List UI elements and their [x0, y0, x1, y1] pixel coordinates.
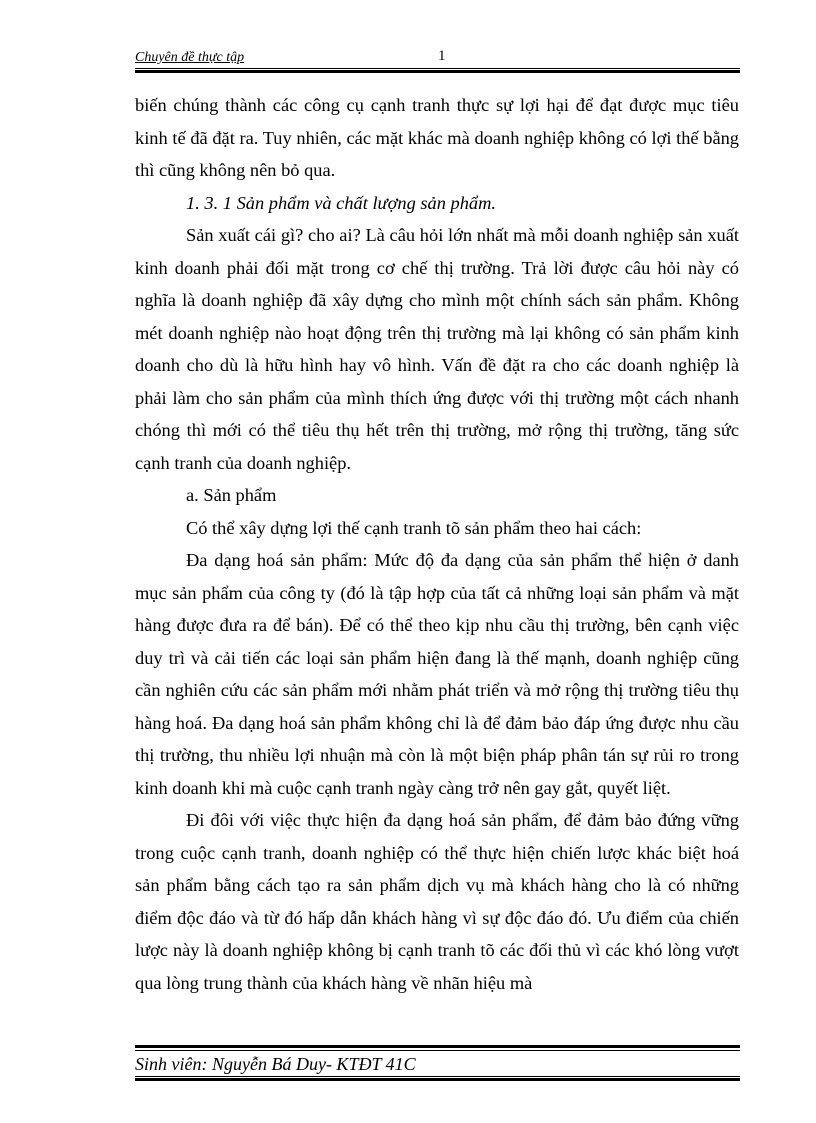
footer-rule-thick	[135, 1045, 740, 1048]
page-header	[135, 48, 740, 68]
subheading-product: a. Sản phẩm	[186, 485, 277, 505]
paragraph-diversification: Đa dạng hoá sản phẩm: Mức độ đa dạng của sản phẩm thể hiện ở danh mục sản phẩm của công ty (đó là tập hợp của tất cả những loại sản phẩm và mặt hàng được đưa ra để bán). Để có thể theo kịp nhu cầu thị trường, bên cạnh việc duy trì và cải tiến các loại sản phẩm hiện đang là thế mạnh, doanh nghiệp cũng cần nghiên cứu các sản phẩm mới nhằm phát triển và mở rộng thị trường tiêu thụ hàng hoá. Đa dạng hoá sản phẩm không chỉ là để đảm bảo đáp ứng được nhu cầu thị trường, thu nhiều lợi nhuận mà còn là một biện pháp phân tán sự rủi ro trong kinh doanh khi mà cuộc cạnh tranh ngày càng trở nên gay gắt, quyết liệt.	[135, 550, 739, 798]
footer-rule-thin	[135, 1050, 740, 1051]
paragraph-product-question: Sản xuất cái gì? cho ai? Là câu hỏi lớn nhất mà mỗi doanh nghiệp sản xuất kinh doanh phải đối mặt trong cơ chế thị trường. Trả lời được câu hỏi này có nghĩa là doanh nghiệp đã xây dựng cho mình một chính sách sản phẩm. Không mét doanh nghiệp nào hoạt động trên thị trường mà lại không có sản phẩm kinh doanh cho dù là hữu hình hay vô hình. Vấn đề đặt ra cho các doanh nghiệp là phải làm cho sản phẩm của mình thích ứng được với thị trường một cách nhanh chóng thì mới có thể tiêu thụ hết trên thị trường, mở rộng thị trường, tăng sức cạnh tranh của doanh nghiệp.	[135, 225, 739, 473]
paragraph-two-ways: Có thể xây dựng lợi thế cạnh tranh tõ sản phẩm theo hai cách:	[186, 517, 642, 538]
paragraph-continuation: biến chúng thành các công cụ cạnh tranh thực sự lợi hại để đạt được mục tiêu kinh tế đã đặt ra. Tuy nhiên, các mặt khác mà doanh nghiệp không có lợi thế bằng thì cũng không nên bỏ qua.	[135, 95, 739, 180]
header-rule-thin	[135, 68, 740, 69]
footer-bottom-rule-thin	[135, 1076, 740, 1077]
document-body	[135, 89, 739, 999]
header-rule-thick	[135, 70, 740, 73]
page-number: 1	[438, 48, 446, 64]
footer-author: Sinh viên: Nguyễn Bá Duy- KTĐT 41C	[135, 1054, 416, 1074]
section-heading: 1. 3. 1 Sản phẩm và chất lượng sản phẩm.	[186, 192, 496, 213]
header-title: Chuyên đề thực tập	[135, 50, 245, 65]
paragraph-differentiation: Đi đôi với việc thực hiện đa dạng hoá sản phẩm, để đảm bảo đứng vững trong cuộc cạnh tranh, doanh nghiệp có thể thực hiện chiến lược khác biệt hoá sản phẩm bằng cách tạo ra sản phẩm dịch vụ mà khách hàng cho là có những điểm độc đáo và từ đó hấp dẫn khách hàng vì sự độc đáo đó. Ưu điểm của chiến lược này là doanh nghiệp không bị cạnh tranh tõ các đối thủ vì các khó lòng vượt qua lòng trung thành của khách hàng về nhãn hiệu mà	[135, 810, 739, 993]
footer-bottom-rule-thick	[135, 1078, 740, 1081]
